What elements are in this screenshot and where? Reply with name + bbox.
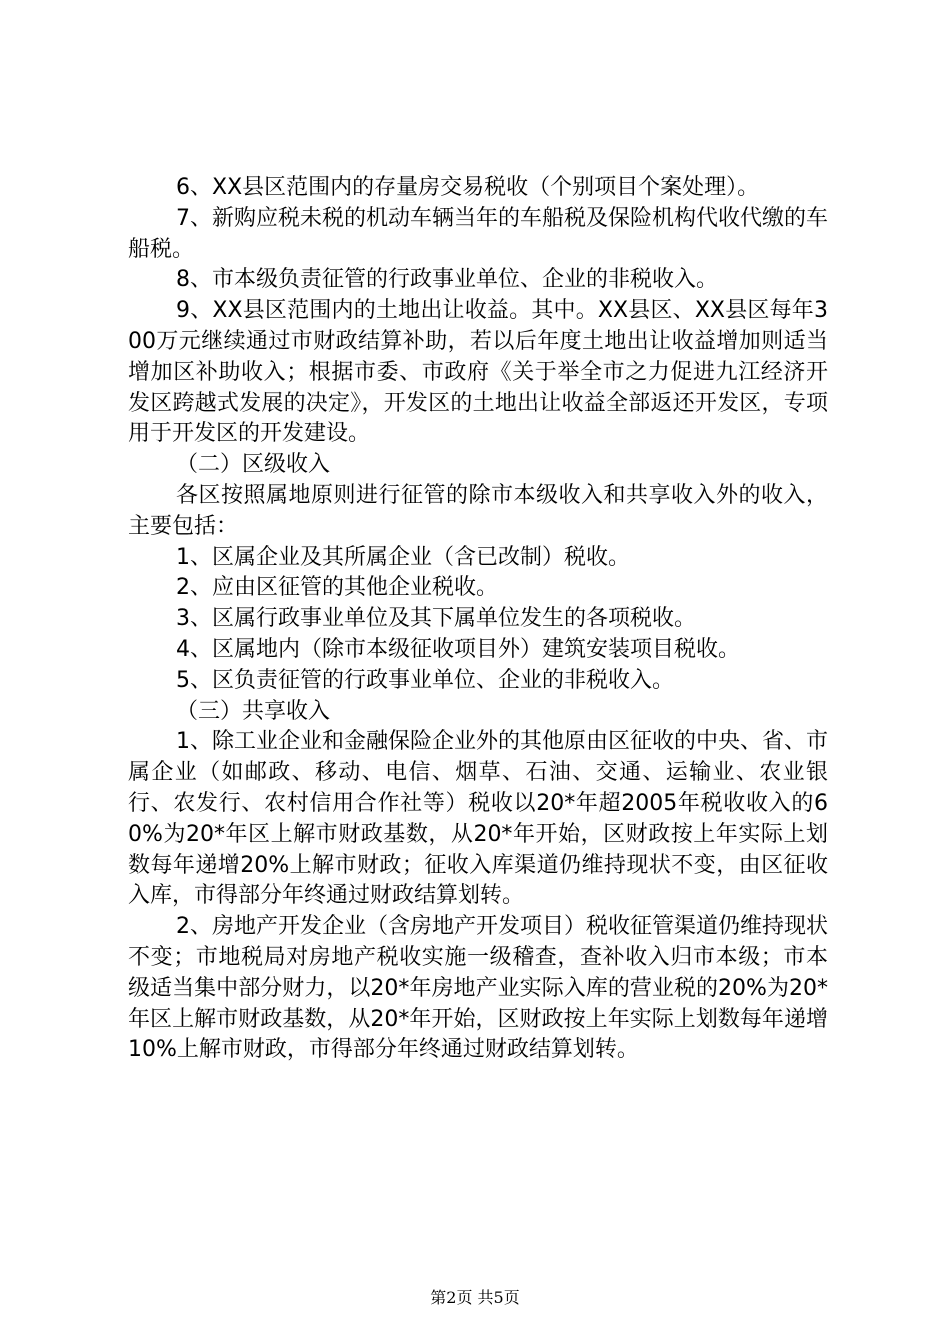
list-item-3: 3、区属行政事业单位及其下属单位发生的各项税收。: [176, 606, 696, 632]
document-body: [128, 173, 828, 1066]
list-item-4: 4、区属地内（除市本级征收项目外）建筑安装项目税收。: [176, 636, 740, 662]
shared-income-item-2: 2、房地产开发企业（含房地产开发项目）税收征管渠道仍维持现状不变；市地税局对房地产税收实施一级稽查，查补收入归市本级；市本级适当集中部分财力，以20*年房地产业实际入库的营业税的20%为20*年区上解市财政基数，从20*年开始，区财政按上年实际上划数每年递增10%上解市财政，市得部分年终通过财政结算划转。: [128, 914, 828, 1063]
section-heading-district-income: （二）区级收入: [176, 452, 331, 478]
section-intro: 各区按照属地原则进行征管的除市本级收入和共享收入外的收入，主要包括：: [128, 482, 828, 539]
list-item-6: 6、XX县区范围内的存量房交易税收（个别项目个案处理）。: [176, 175, 760, 200]
page-footer: 第2页 共5页: [430, 1288, 520, 1307]
section-heading-shared-income: （三）共享收入: [176, 698, 331, 724]
list-item-8: 8、市本级负责征管的行政事业单位、企业的非税收入。: [176, 267, 718, 293]
list-item-5: 5、区负责征管的行政事业单位、企业的非税收入。: [176, 667, 674, 693]
list-item-1: 1、区属企业及其所属企业（含已改制）税收。: [176, 544, 630, 570]
shared-income-item-1: 1、除工业企业和金融保险企业外的其他原由区征收的中央、省、市属企业（如邮政、移动、电信、烟草、石油、交通、运输业、农业银行、农发行、农村信用合作社等）税收以20*年超2005年税收收入的60%为20*年区上解市财政基数，从20*年开始，区财政按上年实际上划数每年递增20%上解市财政；征收入库渠道仍维持现状不变，由区征收入库，市得部分年终通过财政结算划转。: [128, 729, 828, 909]
list-item-9: 9、XX县区范围内的土地出让收益。其中。XX县区、XX县区每年300万元继续通过市财政结算补助，若以后年度土地出让收益增加则适当增加区补助收入；根据市委、市政府《关于举全市之力促进九江经济开发区跨越式发展的决定》，开发区的土地出让收益全部返还开发区，专项用于开发区的开发建设。: [128, 298, 828, 447]
list-item-7: 7、新购应税未税的机动车辆当年的车船税及保险机构代收代缴的车船税。: [128, 205, 828, 262]
list-item-2: 2、应由区征管的其他企业税收。: [176, 575, 498, 601]
